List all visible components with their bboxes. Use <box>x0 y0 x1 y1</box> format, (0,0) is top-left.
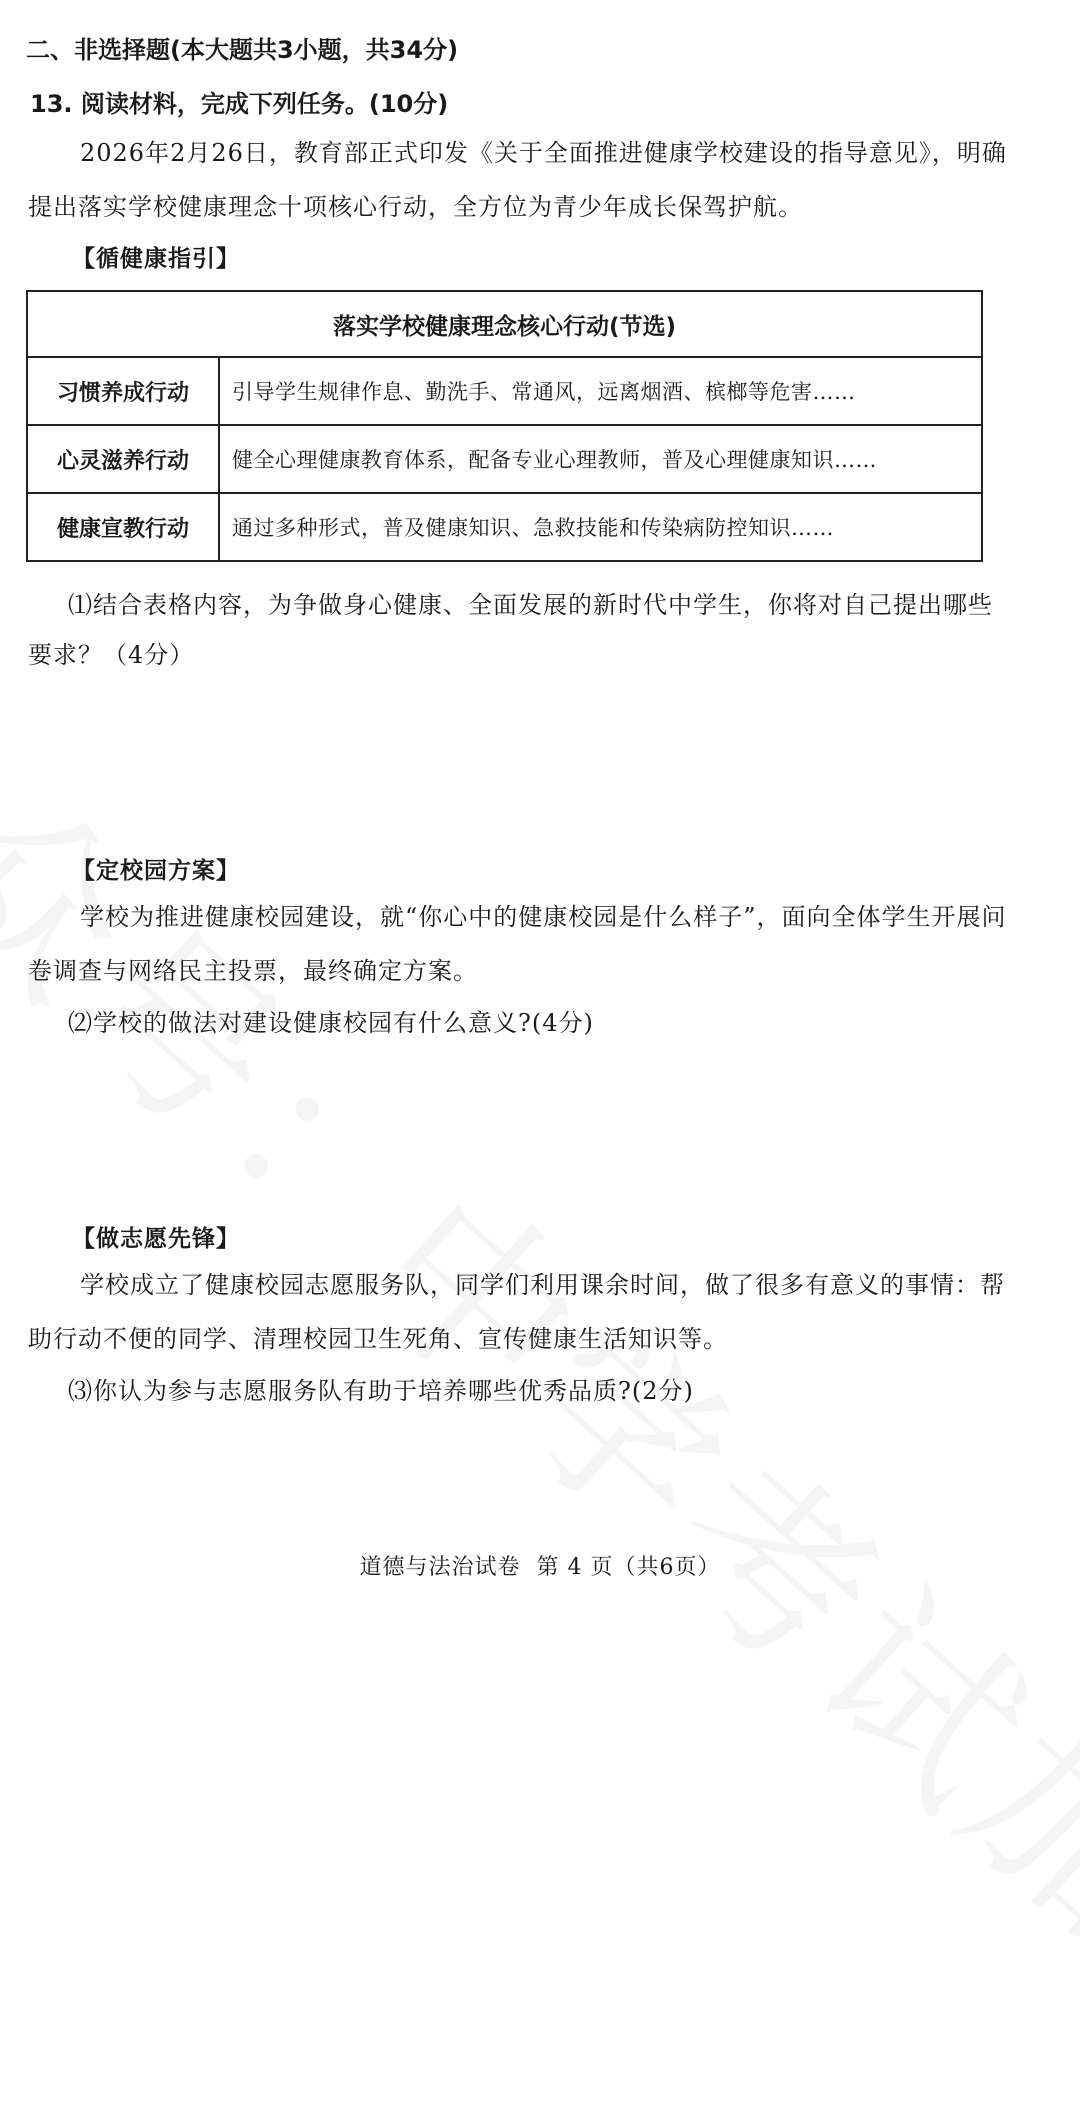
action-name: 心灵滋养行动 <box>27 425 219 493</box>
question-13-prompt: 13. 阅读材料，完成下列任务。(10分) <box>30 90 449 118</box>
table-caption-row <box>27 291 982 357</box>
part3-text: 学校成立了健康校园志愿服务队，同学们利用课余时间，做了很多有意义的事情：帮助行动不便的同学、清理校园卫生死角、宣传健康生活知识等。 <box>28 1271 1005 1353</box>
question-1: ⑴结合表格内容，为争做身心健康、全面发展的新时代中学生，你将对自己提出哪些要求？（4分） <box>28 591 993 669</box>
actions-table-wrap <box>26 290 983 562</box>
part3-title: 【做志愿先锋】 <box>72 1226 240 1252</box>
question-3: ⑶你认为参与志愿服务队有助于培养哪些优秀品质?(2分) <box>68 1377 694 1405</box>
actions-table <box>26 290 983 562</box>
action-desc: 健全心理健康教育体系，配备专业心理教师，普及心理健康知识…… <box>219 425 982 493</box>
action-name: 习惯养成行动 <box>27 357 219 425</box>
action-desc: 通过多种形式，普及健康知识、急救技能和传染病防控知识…… <box>219 493 982 561</box>
table-caption: 落实学校健康理念核心行动(节选) <box>27 291 982 357</box>
part1-title: 【循健康指引】 <box>72 246 240 272</box>
action-desc: 引导学生规律作息、勤洗手、常通风，远离烟酒、槟榔等危害…… <box>219 357 982 425</box>
table-row <box>27 493 982 561</box>
question-2: ⑵学校的做法对建设健康校园有什么意义?(4分) <box>68 1009 594 1037</box>
part2-title: 【定校园方案】 <box>72 858 240 884</box>
table-row <box>27 357 982 425</box>
page-footer: 道德与法治试卷 第 4 页（共6页） <box>359 1555 721 1580</box>
action-name: 健康宣教行动 <box>27 493 219 561</box>
part2-text: 学校为推进健康校园建设，就“你心中的健康校园是什么样子”，面向全体学生开展问卷调查与网络民主投票，最终确定方案。 <box>28 903 1007 985</box>
table-row <box>27 425 982 493</box>
question-13-intro: 2026年2月26日，教育部正式印发《关于全面推进健康学校建设的指导意见》，明确提出落实学校健康理念十项核心行动，全方位为青少年成长保驾护航。 <box>28 139 1007 221</box>
section-heading: 二、非选择题(本大题共3小题，共34分) <box>26 36 459 64</box>
